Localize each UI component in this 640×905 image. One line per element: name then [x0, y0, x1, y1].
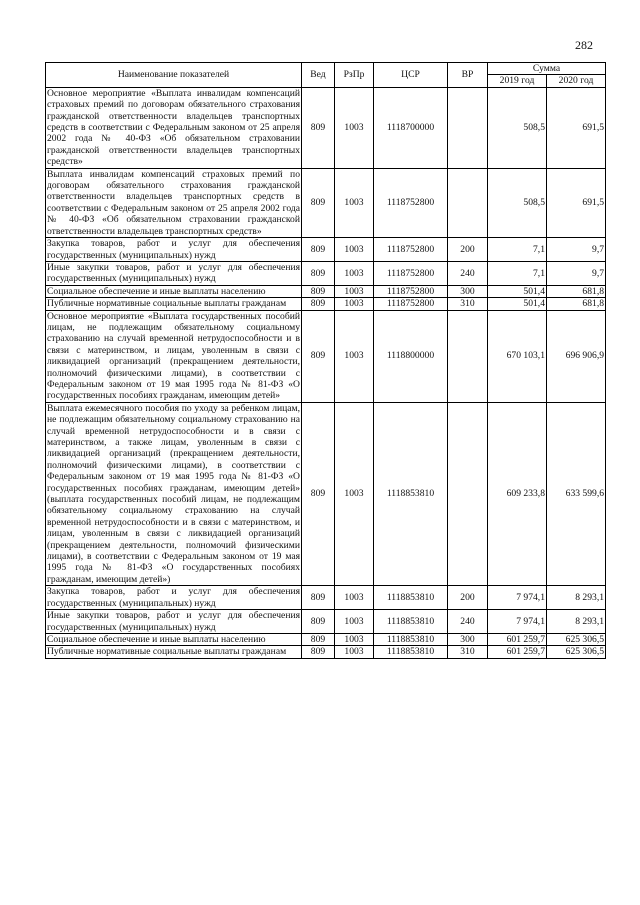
- cell-ved: 809: [302, 633, 335, 645]
- cell-name: Социальное обеспечение и иные выплаты населению: [46, 633, 302, 645]
- cell-y2020: 691,5: [547, 87, 606, 168]
- cell-y2020: 691,5: [547, 168, 606, 237]
- header-ved: Вед: [302, 63, 335, 88]
- cell-vr: 310: [448, 646, 488, 658]
- cell-rzpr: 1003: [335, 402, 374, 586]
- cell-ved: 809: [302, 87, 335, 168]
- cell-name: Публичные нормативные социальные выплаты гражданам: [46, 298, 302, 310]
- cell-y2020: 681,8: [547, 285, 606, 297]
- cell-y2019: 501,4: [488, 298, 547, 310]
- cell-csr: 1118752800: [374, 298, 448, 310]
- cell-rzpr: 1003: [335, 238, 374, 262]
- cell-y2019: 609 233,8: [488, 402, 547, 586]
- cell-vr: [448, 87, 488, 168]
- cell-rzpr: 1003: [335, 646, 374, 658]
- cell-name: Закупка товаров, работ и услуг для обеспечения государственных (муниципальных) нужд: [47, 238, 300, 261]
- cell-vr: [448, 168, 488, 237]
- cell-rzpr: 1003: [335, 298, 374, 310]
- cell-csr: 1118853810: [374, 402, 448, 586]
- table-row: [46, 402, 606, 586]
- table-row: [46, 168, 606, 237]
- cell-y2020: 681,8: [547, 298, 606, 310]
- cell-rzpr: 1003: [335, 610, 374, 634]
- cell-ved: 809: [302, 610, 335, 634]
- cell-y2020: 633 599,6: [547, 402, 606, 586]
- header-vr: ВР: [448, 63, 488, 88]
- table-row: [46, 298, 606, 310]
- table-row: [46, 646, 606, 658]
- cell-vr: 200: [448, 238, 488, 262]
- cell-name: Социальное обеспечение и иные выплаты населению: [46, 285, 302, 297]
- table-row: [46, 238, 606, 262]
- cell-y2019: 670 103,1: [488, 310, 547, 402]
- cell-rzpr: 1003: [335, 586, 374, 610]
- cell-ved: 809: [302, 646, 335, 658]
- header-name: Наименование показателей: [46, 63, 302, 88]
- table-row: [46, 285, 606, 297]
- cell-csr: 1118853810: [374, 586, 448, 610]
- header-sum: Сумма: [488, 63, 606, 75]
- table-row: [46, 610, 606, 634]
- cell-y2019: 508,5: [488, 87, 547, 168]
- cell-ved: 809: [302, 310, 335, 402]
- header-csr: ЦСР: [374, 63, 448, 88]
- header-rzpr: РзПр: [335, 63, 374, 88]
- cell-y2019: 601 259,7: [488, 646, 547, 658]
- budget-table: [45, 62, 606, 659]
- cell-y2020: 625 306,5: [547, 646, 606, 658]
- cell-name: Основное мероприятие «Выплата государственных пособий лицам, не подлежащим обязательному социальному страхованию на случай временной нетрудоспособности и в связи с материнством, и лицам, уволенным в связи с ликвидацией организаций (прекращением деятельности, полномочий физическими лицами), в соответствии с Федеральным законом от 19 мая 1995 года № 81-ФЗ «О государственных пособиях гражданам, имеющим детей»: [47, 310, 300, 402]
- cell-rzpr: 1003: [335, 87, 374, 168]
- cell-csr: 1118853810: [374, 633, 448, 645]
- header-2019: 2019 год: [488, 75, 547, 87]
- cell-csr: 1118752800: [374, 261, 448, 285]
- table-row: [46, 261, 606, 285]
- cell-y2019: 501,4: [488, 285, 547, 297]
- cell-name: Иные закупки товаров, работ и услуг для обеспечения государственных (муниципальных) нужд: [47, 261, 300, 285]
- cell-y2020: 8 293,1: [547, 610, 606, 634]
- cell-y2019: 7 974,1: [488, 610, 547, 634]
- cell-rzpr: 1003: [335, 285, 374, 297]
- table-row: [46, 87, 606, 168]
- cell-y2020: 9,7: [547, 238, 606, 262]
- page-number: 282: [575, 38, 593, 52]
- cell-y2019: 7 974,1: [488, 586, 547, 610]
- header-2020: 2020 год: [547, 75, 606, 87]
- cell-name: Выплата инвалидам компенсаций страховых премий по договорам обязательного страхования гражданской ответственности владельцев транспортных средств в соответствии с Федеральным законом от 25 апреля 2002 года № 40-ФЗ «Об обязательном страховании гражданской ответственности владельцев транспортных средств»: [47, 168, 300, 237]
- cell-vr: [448, 402, 488, 586]
- cell-name: Публичные нормативные социальные выплаты гражданам: [46, 646, 302, 658]
- cell-y2020: 8 293,1: [547, 586, 606, 610]
- cell-csr: 1118752800: [374, 285, 448, 297]
- cell-name: Выплата ежемесячного пособия по уходу за ребенком лицам, не подлежащим обязательному социальному страхованию на случай временной нетрудоспособности и в связи с материнством, а также лицам, уволенным в связи с ликвидацией организаций (прекращением деятельности, полномочий физическими лицами), в соответствии с Федеральным законом от 19 мая 1995 года № 81-ФЗ «О государственных пособиях гражданам, имеющим детей» (выплата государственных пособий лицам, не подлежащим обязательному социальному страхованию на случай временной нетрудоспособности и в связи с материнством, и лицам, уволенным в связи с ликвидацией организаций (прекращением деятельности, полномочий физическими лицами), в соответствии с Федеральным законом от 19 мая 1995 года № 81-ФЗ «О государственных пособиях гражданам, имеющим детей»): [47, 402, 300, 585]
- cell-rzpr: 1003: [335, 261, 374, 285]
- cell-rzpr: 1003: [335, 168, 374, 237]
- cell-csr: 1118752800: [374, 238, 448, 262]
- cell-y2019: 508,5: [488, 168, 547, 237]
- cell-name: Закупка товаров, работ и услуг для обеспечения государственных (муниципальных) нужд: [47, 586, 300, 609]
- cell-name: Иные закупки товаров, работ и услуг для обеспечения государственных (муниципальных) нужд: [47, 610, 300, 633]
- cell-ved: 809: [302, 261, 335, 285]
- cell-csr: 1118853810: [374, 610, 448, 634]
- cell-vr: 240: [448, 610, 488, 634]
- table-row: [46, 586, 606, 610]
- cell-vr: 300: [448, 285, 488, 297]
- cell-ved: 809: [302, 285, 335, 297]
- cell-y2019: 601 259,7: [488, 633, 547, 645]
- cell-y2020: 9,7: [547, 261, 606, 285]
- table-row: [46, 310, 606, 402]
- cell-ved: 809: [302, 402, 335, 586]
- cell-ved: 809: [302, 298, 335, 310]
- cell-vr: 240: [448, 261, 488, 285]
- cell-rzpr: 1003: [335, 633, 374, 645]
- cell-rzpr: 1003: [335, 310, 374, 402]
- table-row: [46, 633, 606, 645]
- cell-ved: 809: [302, 238, 335, 262]
- cell-ved: 809: [302, 586, 335, 610]
- table-body: [46, 87, 606, 658]
- cell-y2019: 7,1: [488, 261, 547, 285]
- cell-csr: 1118700000: [374, 87, 448, 168]
- cell-csr: 1118752800: [374, 168, 448, 237]
- cell-vr: [448, 310, 488, 402]
- cell-y2020: 696 906,9: [547, 310, 606, 402]
- cell-csr: 1118853810: [374, 646, 448, 658]
- cell-vr: 200: [448, 586, 488, 610]
- cell-y2020: 625 306,5: [547, 633, 606, 645]
- cell-vr: 300: [448, 633, 488, 645]
- cell-y2019: 7,1: [488, 238, 547, 262]
- cell-csr: 1118800000: [374, 310, 448, 402]
- cell-name: Основное мероприятие «Выплата инвалидам компенсаций страховых премий по договорам обязательного страхования гражданской ответственности владельцев транспортных средств в соответствии с Федеральным законом от 25 апреля 2002 года № 40-ФЗ «Об обязательном страховании гражданской ответственности владельцев транспортных средств»: [47, 87, 300, 168]
- cell-ved: 809: [302, 168, 335, 237]
- cell-vr: 310: [448, 298, 488, 310]
